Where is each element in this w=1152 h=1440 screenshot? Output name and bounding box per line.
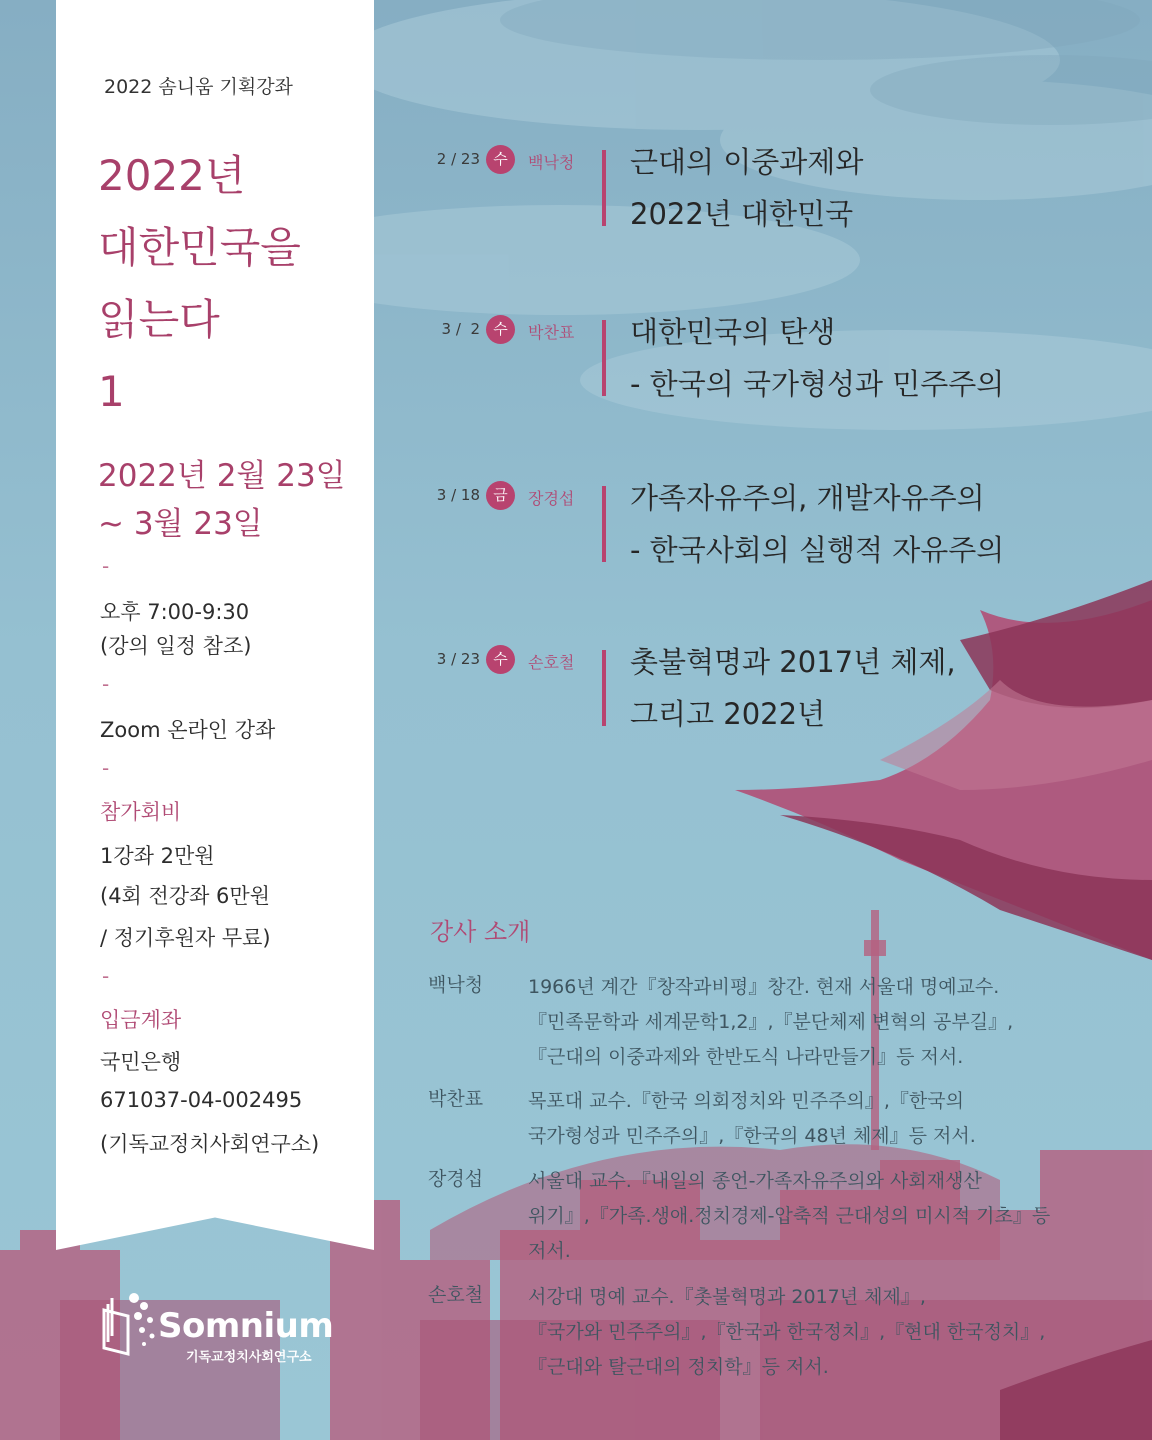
schedule-date: 3 / 23 xyxy=(436,650,480,668)
bio-line: 『민족문학과 세계문학1,2』,『분단체제 변혁의 공부길』, xyxy=(528,1011,1014,1033)
schedule-title-line: 그리고 2022년 xyxy=(630,697,826,731)
bio-name: 백낙청 xyxy=(428,974,484,996)
schedule-title-line: 근대의 이중과제와 xyxy=(630,145,864,179)
schedule-title-line: - 한국사회의 실행적 자유주의 xyxy=(630,533,1005,567)
bio-text xyxy=(528,1084,1128,1154)
divider-dash: - xyxy=(102,554,110,578)
bio-name: 손호철 xyxy=(428,1284,484,1306)
bio-line: 『근대의 이중과제와 한반도식 나라만들기』등 저서. xyxy=(528,1046,964,1068)
series-subtitle: 2022 솜니움 기획강좌 xyxy=(104,76,293,98)
accent-bar xyxy=(602,486,606,562)
bio-line: 1966년 계간『창작과비평』창간. 현재 서울대 명예교수. xyxy=(528,976,1000,998)
fee-label: 참가회비 xyxy=(100,800,182,824)
accent-bar xyxy=(602,650,606,726)
lecture-title-line: 1 xyxy=(98,367,125,416)
lecture-title-line: 대한민국을 xyxy=(98,223,301,272)
mode-text: Zoom 온라인 강좌 xyxy=(100,718,276,742)
schedule-title-line: 가족자유주의, 개발자유주의 xyxy=(630,481,985,515)
schedule-speaker: 백낙청 xyxy=(528,153,575,172)
divider-dash: - xyxy=(102,756,110,780)
account-label: 입금계좌 xyxy=(100,1008,182,1032)
schedule-title xyxy=(630,472,1004,576)
bio-line: 저서. xyxy=(528,1240,571,1262)
bio-line: 서강대 명예 교수.『촛불혁명과 2017년 체제』, xyxy=(528,1286,926,1308)
account-line: 671037-04-002495 xyxy=(100,1088,303,1112)
weekday-badge: 수 xyxy=(486,315,515,344)
schedule-title-line: 2022년 대한민국 xyxy=(630,197,854,231)
schedule-title xyxy=(630,636,956,740)
logo-name: Somnium xyxy=(158,1306,334,1346)
weekday-badge: 수 xyxy=(486,645,515,674)
bio-line: 서울대 교수.『내일의 종언-가족자유주의와 사회재생산 xyxy=(528,1170,982,1192)
schedule-date: 2 / 23 xyxy=(436,150,480,168)
schedule-speaker: 장경섭 xyxy=(528,489,575,508)
date-range-line: 2022년 2월 23일 xyxy=(98,458,346,494)
bio-text xyxy=(528,1164,1128,1269)
schedule-date: 3 / 2 xyxy=(441,320,480,338)
account-line: 국민은행 xyxy=(100,1050,182,1074)
divider-dash: - xyxy=(102,672,110,696)
date-range-line: ~ 3월 23일 xyxy=(98,506,263,542)
accent-bar xyxy=(602,320,606,396)
logo-subtitle: 기독교정치사회연구소 xyxy=(186,1350,312,1365)
instructor-intro-heading: 강사 소개 xyxy=(430,918,531,946)
bio-text xyxy=(528,1280,1128,1385)
lecture-title xyxy=(98,140,301,428)
fee-line: (4회 전강좌 6만원 xyxy=(100,884,270,908)
lecture-dates xyxy=(98,452,346,548)
bio-name: 장경섭 xyxy=(428,1168,484,1190)
bio-text xyxy=(528,970,1128,1075)
schedule-speaker: 박찬표 xyxy=(528,323,575,342)
bio-line: 목포대 교수.『한국 의회정치와 민주주의』,『한국의 xyxy=(528,1090,964,1112)
schedule-title-line: 대한민국의 탄생 xyxy=(630,315,836,349)
time-text: 오후 7:00-9:30 xyxy=(100,600,250,624)
divider-dash: - xyxy=(102,964,110,988)
bio-line: 위기』,『가족.생애.정치경제-압축적 근대성의 미시적 기초』등 xyxy=(528,1205,1051,1227)
time-note: (강의 일정 참조) xyxy=(100,634,252,658)
bio-line: 『근대와 탈근대의 정치학』등 저서. xyxy=(528,1356,829,1378)
lecture-title-line: 2022년 xyxy=(98,151,246,200)
bio-line: 국가형성과 민주주의』,『한국의 48년 체제』등 저서. xyxy=(528,1125,976,1147)
fee-line: / 정기후원자 무료) xyxy=(100,926,271,950)
weekday-badge: 수 xyxy=(486,145,515,174)
accent-bar xyxy=(602,150,606,226)
schedule-title-line: 촛불혁명과 2017년 체제, xyxy=(630,645,956,679)
bio-name: 박찬표 xyxy=(428,1088,484,1110)
schedule-date: 3 / 18 xyxy=(436,486,480,504)
bio-line: 『국가와 민주주의』,『한국과 한국정치』,『현대 한국정치』, xyxy=(528,1321,1046,1343)
lecture-title-line: 읽는다 xyxy=(98,295,220,344)
schedule-title xyxy=(630,136,863,240)
schedule-title-line: - 한국의 국가형성과 민주주의 xyxy=(630,367,1005,401)
schedule-speaker: 손호철 xyxy=(528,653,575,672)
book-logo-icon xyxy=(98,1290,160,1360)
schedule-title xyxy=(630,306,1004,410)
account-line: (기독교정치사회연구소) xyxy=(100,1132,320,1156)
fee-line: 1강좌 2만원 xyxy=(100,844,215,868)
weekday-badge: 금 xyxy=(486,481,515,510)
